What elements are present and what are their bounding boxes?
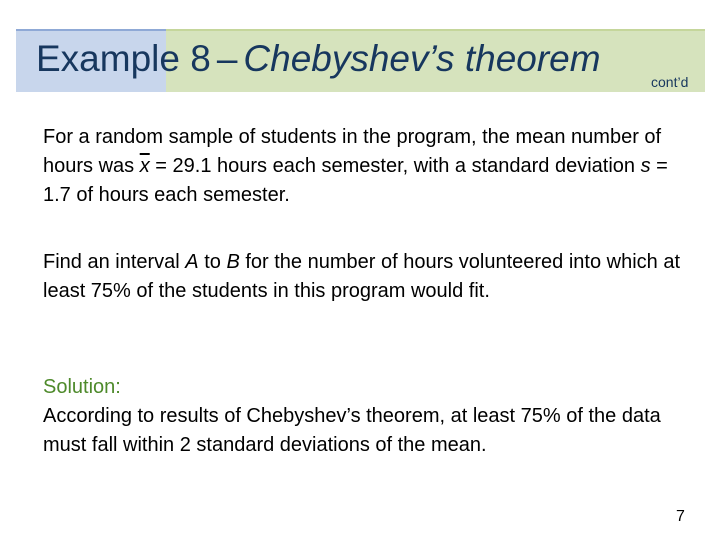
p2-text-1: Find an interval (43, 251, 186, 273)
interval-b-symbol: B (226, 251, 240, 273)
p1-text-2: = 29.1 hours each semester, with a standard deviation (149, 155, 641, 177)
problem-statement (43, 123, 683, 210)
p2-text-2: to (198, 251, 227, 273)
solution-label: Solution: (43, 376, 121, 398)
solution-text: According to results of Chebyshev’s theorem, at least 75% of the data must fall within 2 standard deviations of the mean. (43, 405, 661, 456)
title-theorem-name: Chebyshev’s theorem (243, 38, 601, 79)
p1-text-3: = 1.7 of hours each semester. (43, 155, 668, 206)
slide-title (36, 40, 601, 77)
p2-text-3: for the number of hours volunteered into which at least 75% of the students in this program would fit. (43, 251, 681, 302)
page-number: 7 (676, 508, 685, 525)
solution (43, 373, 683, 460)
sample-mean-symbol: $\overline{x}$ (139, 155, 150, 177)
question (43, 248, 683, 306)
interval-a-symbol: A (185, 251, 199, 273)
title-separator: – (216, 38, 238, 79)
title-prefix: Example 8 (36, 38, 211, 79)
title-continued: cont’d (651, 74, 689, 90)
std-dev-symbol: s (640, 155, 651, 177)
p1-text-1: For a random sample of students in the program, the mean number of hours was (43, 126, 662, 177)
